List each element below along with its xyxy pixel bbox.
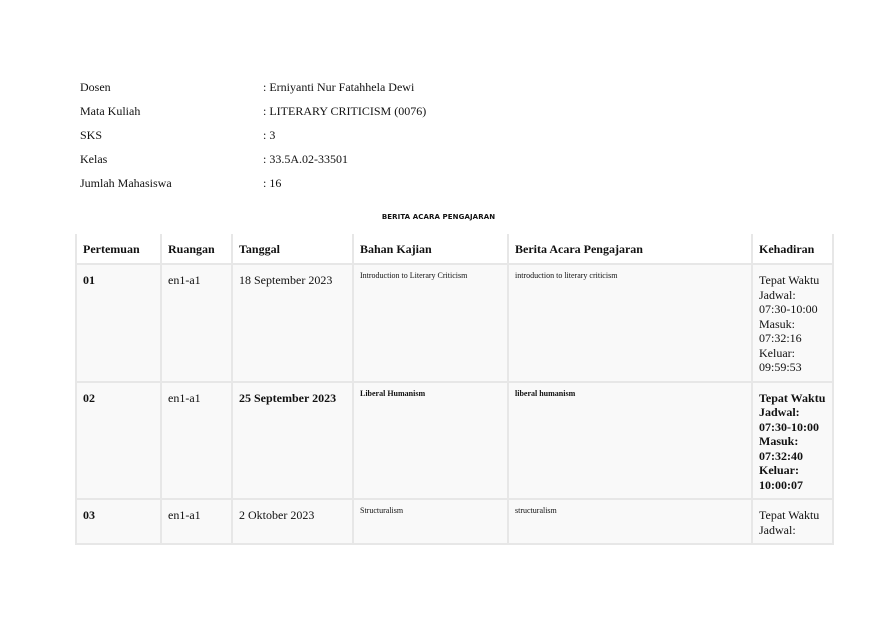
kehadiran-status: Tepat Waktu xyxy=(759,508,820,522)
kelas-label: Kelas xyxy=(80,151,108,166)
cell-kehadiran xyxy=(752,264,833,382)
cell-kehadiran xyxy=(752,499,833,544)
kehadiran-jadwal-value: 07:30-10:00 xyxy=(759,302,818,316)
dosen-label: Dosen xyxy=(80,80,111,95)
cell-pertemuan: 03 xyxy=(76,499,161,544)
kehadiran-jadwal-label: Jadwal: xyxy=(759,287,796,302)
sks-label: SKS xyxy=(80,127,103,142)
cell-ruangan: en1-a1 xyxy=(161,264,232,382)
info-row-dosen xyxy=(80,76,580,100)
jumlah-mahasiswa-value: : 16 xyxy=(263,175,282,190)
kehadiran-status: Tepat Waktu xyxy=(759,273,820,287)
dosen-value: : Erniyanti Nur Fatahhela Dewi xyxy=(263,80,415,95)
cell-kehadiran xyxy=(752,382,833,500)
table-row xyxy=(76,382,833,500)
kehadiran-keluar-label: Keluar: xyxy=(759,463,799,477)
course-info xyxy=(80,76,580,195)
column-header-bahan-kajian: Bahan Kajian xyxy=(353,234,508,264)
info-row-kelas xyxy=(80,147,580,171)
kelas-value: : 33.5A.02-33501 xyxy=(263,151,348,166)
table-row xyxy=(76,264,833,382)
kehadiran-keluar-value: 09:59:53 xyxy=(759,360,802,374)
table-header-row xyxy=(76,234,833,264)
cell-tanggal: 25 September 2023 xyxy=(232,382,353,500)
mata-kuliah-value: : LITERARY CRITICISM (0076) xyxy=(263,104,427,119)
cell-bahan-kajian: Introduction to Literary Criticism xyxy=(353,264,508,382)
column-header-tanggal: Tanggal xyxy=(232,234,353,264)
jumlah-mahasiswa-label: Jumlah Mahasiswa xyxy=(80,175,172,190)
info-row-sks xyxy=(80,124,580,148)
sks-value: : 3 xyxy=(263,127,276,142)
kehadiran-masuk-value: 07:32:16 xyxy=(759,331,802,345)
cell-pertemuan: 02 xyxy=(76,382,161,500)
column-header-berita-acara: Berita Acara Pengajaran xyxy=(508,234,752,264)
mata-kuliah-label: Mata Kuliah xyxy=(80,104,141,119)
cell-berita-acara: structuralism xyxy=(508,499,752,544)
cell-bahan-kajian: Liberal Humanism xyxy=(353,382,508,500)
cell-berita-acara: liberal humanism xyxy=(508,382,752,500)
cell-ruangan: en1-a1 xyxy=(161,382,232,500)
cell-tanggal: 18 September 2023 xyxy=(232,264,353,382)
cell-tanggal: 2 Oktober 2023 xyxy=(232,499,353,544)
kehadiran-jadwal-label: Jadwal: xyxy=(759,405,800,419)
kehadiran-jadwal-label: Jadwal: xyxy=(759,522,796,537)
column-header-ruangan: Ruangan xyxy=(161,234,232,264)
teaching-record-table xyxy=(75,234,834,545)
info-row-jumlah-mahasiswa xyxy=(80,171,580,195)
kehadiran-masuk-label: Masuk: xyxy=(759,434,799,448)
table-row xyxy=(76,499,833,544)
kehadiran-masuk-value: 07:32:40 xyxy=(759,448,803,463)
cell-pertemuan: 01 xyxy=(76,264,161,382)
cell-berita-acara: introduction to literary criticism xyxy=(508,264,752,382)
kehadiran-jadwal-value: 07:30-10:00 xyxy=(759,419,819,434)
page-title: BERITA ACARA PENGAJARAN xyxy=(381,213,496,221)
cell-bahan-kajian: Structuralism xyxy=(353,499,508,544)
cell-ruangan: en1-a1 xyxy=(161,499,232,544)
column-header-pertemuan: Pertemuan xyxy=(76,234,161,264)
kehadiran-status: Tepat Waktu xyxy=(759,390,826,405)
column-header-kehadiran: Kehadiran xyxy=(752,234,833,264)
kehadiran-masuk-label: Masuk: xyxy=(759,316,795,331)
kehadiran-keluar-value: 10:00:07 xyxy=(759,477,803,492)
info-row-mata-kuliah xyxy=(80,100,580,124)
kehadiran-keluar-label: Keluar: xyxy=(759,345,795,360)
